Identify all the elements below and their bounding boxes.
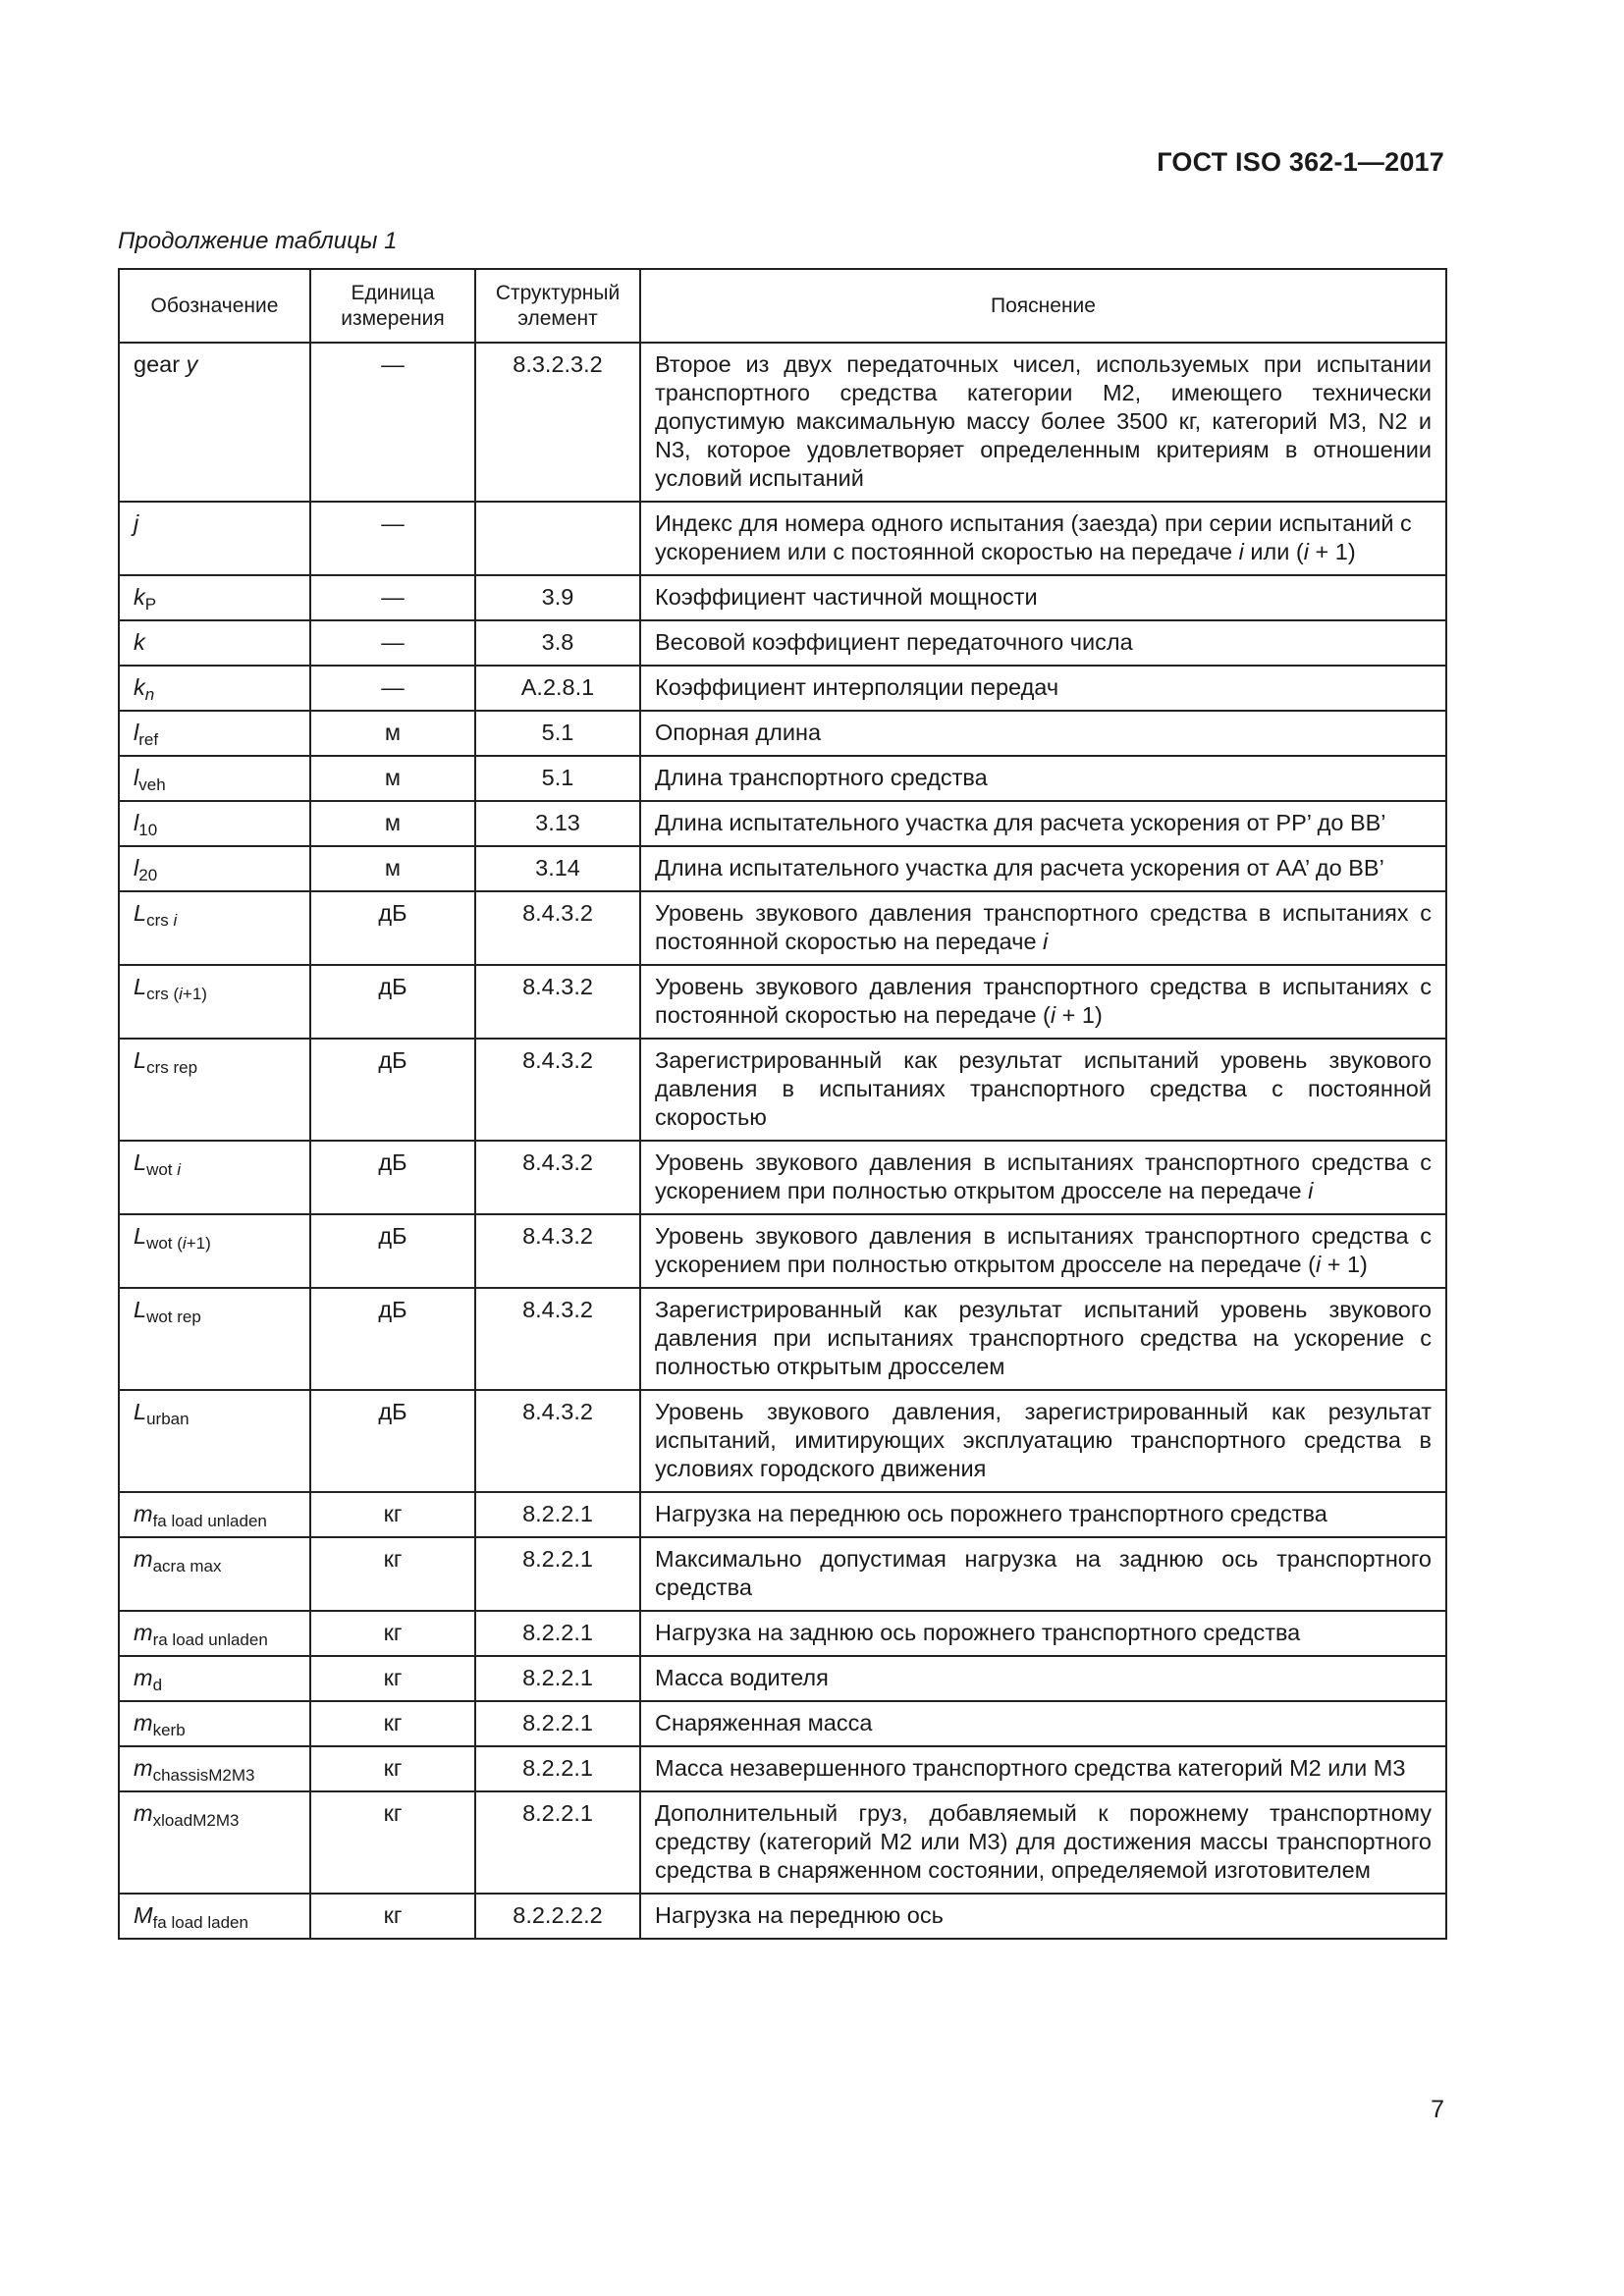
- table-row: [119, 1288, 1446, 1390]
- symbol-cell: $l_{veh}$: [119, 756, 310, 801]
- element-cell: 8.4.3.2: [475, 1288, 640, 1390]
- table-row: [119, 666, 1446, 711]
- element-cell: 8.2.2.1: [475, 1746, 640, 1791]
- unit-cell: —: [310, 502, 475, 575]
- explanation-cell: Снаряженная масса: [640, 1701, 1446, 1746]
- table-row: [119, 711, 1446, 756]
- element-cell: 3.8: [475, 620, 640, 666]
- element-cell: [475, 502, 640, 575]
- explanation-cell: Нагрузка на переднюю ось: [640, 1894, 1446, 1939]
- explanation-cell: Индекс для номера одного испытания (заезда) при серии испытаний с ускорением или с постоянной скоростью на передаче i или (i + 1): [640, 502, 1446, 575]
- table-row: [119, 1141, 1446, 1214]
- explanation-cell: Опорная длина: [640, 711, 1446, 756]
- table-row: [119, 1214, 1446, 1288]
- symbol-cell: $L_{crs rep}$: [119, 1039, 310, 1141]
- unit-cell: м: [310, 846, 475, 891]
- symbol-cell: $L_{crs (i+1)}$: [119, 965, 310, 1039]
- element-cell: 8.4.3.2: [475, 891, 640, 965]
- symbol-cell: gear y: [119, 343, 310, 502]
- explanation-cell: Уровень звукового давления транспортного средства в испытаниях с постоянной скоростью на передаче i: [640, 891, 1446, 965]
- element-cell: 8.2.2.1: [475, 1492, 640, 1537]
- unit-cell: кг: [310, 1656, 475, 1701]
- explanation-cell: Нагрузка на заднюю ось порожнего транспортного средства: [640, 1611, 1446, 1656]
- unit-cell: —: [310, 343, 475, 502]
- symbol-cell: $m_{fa load unladen}$: [119, 1492, 310, 1537]
- symbol-cell: $L_{wot (i+1)}$: [119, 1214, 310, 1288]
- explanation-cell: Максимально допустимая нагрузка на заднюю ось транспортного средства: [640, 1537, 1446, 1611]
- unit-cell: дБ: [310, 965, 475, 1039]
- explanation-cell: Коэффициент частичной мощности: [640, 575, 1446, 620]
- unit-cell: кг: [310, 1746, 475, 1791]
- element-cell: 8.4.3.2: [475, 965, 640, 1039]
- symbol-cell: $l_{20}$: [119, 846, 310, 891]
- explanation-cell: Зарегистрированный как результат испытаний уровень звукового давления в испытаниях транспортного средства с постоянной скоростью: [640, 1039, 1446, 1141]
- explanation-cell: Уровень звукового давления в испытаниях транспортного средства с ускорением при полностью открытом дросселе на передаче i: [640, 1141, 1446, 1214]
- symbol-cell: $m_{ra load unladen}$: [119, 1611, 310, 1656]
- element-cell: 8.2.2.1: [475, 1701, 640, 1746]
- unit-cell: дБ: [310, 1288, 475, 1390]
- symbol-cell: $L_{crs i}$: [119, 891, 310, 965]
- unit-cell: —: [310, 575, 475, 620]
- symbol-cell: $m_{acra max}$: [119, 1537, 310, 1611]
- column-header-symbol: Обозначение: [119, 269, 310, 343]
- symbol-cell: $m_{kerb}$: [119, 1701, 310, 1746]
- table-row: [119, 620, 1446, 666]
- table-row: [119, 756, 1446, 801]
- unit-cell: дБ: [310, 1039, 475, 1141]
- explanation-cell: Уровень звукового давления, зарегистрированный как результат испытаний, имитирующих эксплуатацию транспортного средства в условиях городского движения: [640, 1390, 1446, 1492]
- designations-table: [118, 268, 1447, 1940]
- unit-cell: —: [310, 620, 475, 666]
- table-row: [119, 1791, 1446, 1894]
- unit-cell: дБ: [310, 1141, 475, 1214]
- explanation-cell: Весовой коэффициент передаточного числа: [640, 620, 1446, 666]
- symbol-cell: $m_d$: [119, 1656, 310, 1701]
- unit-cell: м: [310, 801, 475, 846]
- column-header-explanation: Пояснение: [640, 269, 1446, 343]
- page-number: 7: [1431, 2096, 1444, 2123]
- unit-cell: кг: [310, 1492, 475, 1537]
- symbol-cell: $L_{wot rep}$: [119, 1288, 310, 1390]
- element-cell: 8.4.3.2: [475, 1214, 640, 1288]
- table-continuation-caption: Продолжение таблицы 1: [118, 228, 398, 254]
- table-row: [119, 1390, 1446, 1492]
- explanation-cell: Уровень звукового давления транспортного средства в испытаниях с постоянной скоростью на передаче (i + 1): [640, 965, 1446, 1039]
- column-header-element: Структурный элемент: [475, 269, 640, 343]
- element-cell: 8.3.2.3.2: [475, 343, 640, 502]
- table-row: [119, 575, 1446, 620]
- symbol-cell: k: [119, 620, 310, 666]
- table-row: [119, 801, 1446, 846]
- table-row: [119, 1701, 1446, 1746]
- unit-cell: кг: [310, 1791, 475, 1894]
- symbol-cell: $L_{urban}$: [119, 1390, 310, 1492]
- standard-number: ГОСТ ISO 362-1—2017: [1157, 147, 1444, 177]
- unit-cell: —: [310, 666, 475, 711]
- symbol-cell: $m_{chassisM2M3}$: [119, 1746, 310, 1791]
- element-cell: 8.2.2.1: [475, 1611, 640, 1656]
- symbol-cell: $M_{fa load laden}$: [119, 1894, 310, 1939]
- explanation-cell: Масса водителя: [640, 1656, 1446, 1701]
- table-row: [119, 343, 1446, 502]
- element-cell: 8.2.2.1: [475, 1791, 640, 1894]
- explanation-cell: Уровень звукового давления в испытаниях транспортного средства с ускорением при полностью открытом дросселе на передаче (i + 1): [640, 1214, 1446, 1288]
- explanation-cell: Зарегистрированный как результат испытаний уровень звукового давления при испытаниях транспортного средства на ускорение с полностью открытым дросселем: [640, 1288, 1446, 1390]
- unit-cell: кг: [310, 1611, 475, 1656]
- explanation-cell: Длина транспортного средства: [640, 756, 1446, 801]
- symbol-cell: $m_{xloadM2M3}$: [119, 1791, 310, 1894]
- unit-cell: м: [310, 711, 475, 756]
- table-header-row: [119, 269, 1446, 343]
- table-row: [119, 1611, 1446, 1656]
- table-row: [119, 846, 1446, 891]
- symbol-cell: $k_n$: [119, 666, 310, 711]
- explanation-cell: Второе из двух передаточных чисел, используемых при испытании транспортного средства категории М2, имеющего технически допустимую максимальную массу более 3500 кг, категорий М3, N2 и N3, которое удовлетворяет определенным критериям в отношении условий испытаний: [640, 343, 1446, 502]
- element-cell: 3.13: [475, 801, 640, 846]
- unit-cell: дБ: [310, 891, 475, 965]
- symbol-cell: j: [119, 502, 310, 575]
- table-row: [119, 1039, 1446, 1141]
- element-cell: 8.4.3.2: [475, 1141, 640, 1214]
- element-cell: 3.9: [475, 575, 640, 620]
- explanation-cell: Масса незавершенного транспортного средства категорий М2 или М3: [640, 1746, 1446, 1791]
- column-header-unit: Единица измерения: [310, 269, 475, 343]
- symbol-cell: $L_{wot i}$: [119, 1141, 310, 1214]
- explanation-cell: Длина испытательного участка для расчета ускорения от AA’ до BB’: [640, 846, 1446, 891]
- unit-cell: кг: [310, 1701, 475, 1746]
- table-row: [119, 1656, 1446, 1701]
- element-cell: A.2.8.1: [475, 666, 640, 711]
- table-row: [119, 891, 1446, 965]
- explanation-cell: Дополнительный груз, добавляемый к порожнему транспортному средству (категорий М2 или М3) для достижения массы транспортного средства в снаряженном состоянии, определяемой изготовителем: [640, 1791, 1446, 1894]
- table-row: [119, 1492, 1446, 1537]
- unit-cell: м: [310, 756, 475, 801]
- symbol-cell: $k_P$: [119, 575, 310, 620]
- table-row: [119, 1537, 1446, 1611]
- unit-cell: дБ: [310, 1390, 475, 1492]
- table-row: [119, 1746, 1446, 1791]
- element-cell: 5.1: [475, 711, 640, 756]
- table-row: [119, 502, 1446, 575]
- unit-cell: дБ: [310, 1214, 475, 1288]
- element-cell: 8.4.3.2: [475, 1390, 640, 1492]
- explanation-cell: Длина испытательного участка для расчета ускорения от PP’ до BB’: [640, 801, 1446, 846]
- symbol-cell: $l_{ref}$: [119, 711, 310, 756]
- element-cell: 8.2.2.1: [475, 1537, 640, 1611]
- table-row: [119, 1894, 1446, 1939]
- element-cell: 8.4.3.2: [475, 1039, 640, 1141]
- explanation-cell: Коэффициент интерполяции передач: [640, 666, 1446, 711]
- symbol-cell: $l_{10}$: [119, 801, 310, 846]
- explanation-cell: Нагрузка на переднюю ось порожнего транспортного средства: [640, 1492, 1446, 1537]
- table-row: [119, 965, 1446, 1039]
- unit-cell: кг: [310, 1537, 475, 1611]
- unit-cell: кг: [310, 1894, 475, 1939]
- element-cell: 3.14: [475, 846, 640, 891]
- element-cell: 8.2.2.2.2: [475, 1894, 640, 1939]
- element-cell: 5.1: [475, 756, 640, 801]
- element-cell: 8.2.2.1: [475, 1656, 640, 1701]
